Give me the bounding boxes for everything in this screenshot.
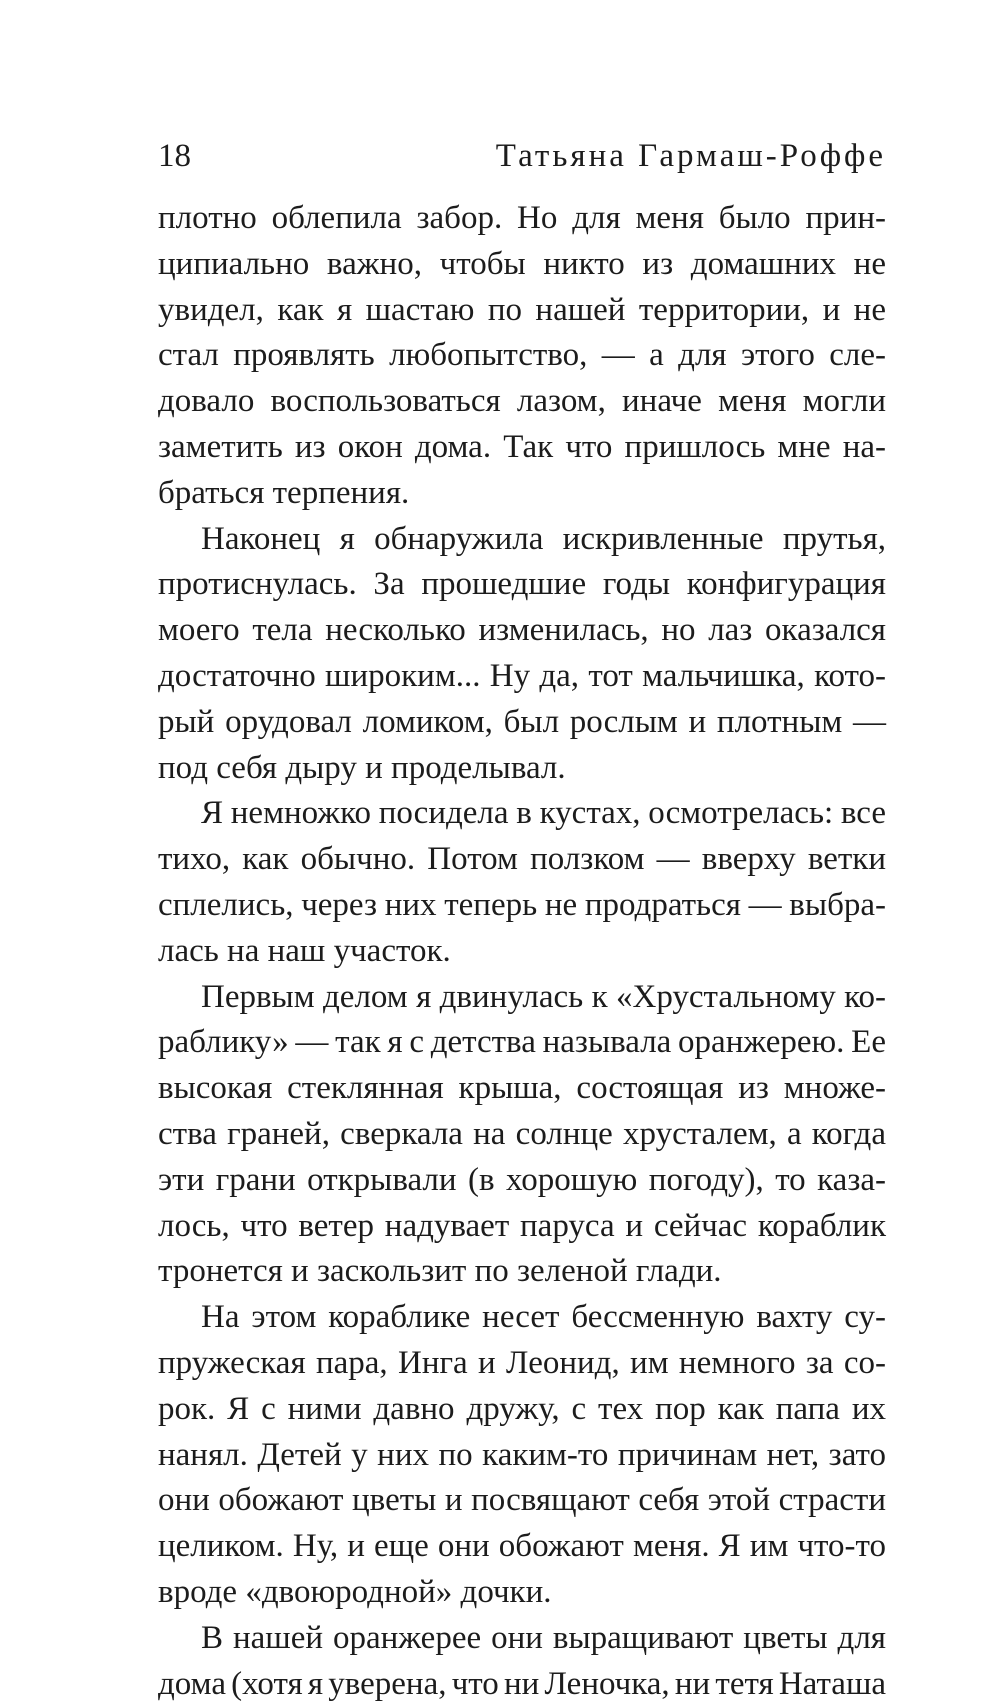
- text-line: тронется и заскользит по зеленой глади.: [158, 1249, 886, 1295]
- text-line: браться терпения.: [158, 471, 886, 517]
- running-head-author: Татьяна Гармаш-Роффе: [496, 134, 886, 178]
- page-number: 18: [158, 134, 191, 178]
- text-line: пружеская пара, Инга и Леонид, им немного за со-: [158, 1341, 886, 1387]
- text-line: под себя дыру и проделывал.: [158, 746, 886, 792]
- running-head: [158, 134, 886, 178]
- text-line: Первым делом я двинулась к «Хрустальному ко-: [158, 975, 886, 1021]
- text-line: вроде «двоюродной» дочки.: [158, 1570, 886, 1616]
- text-line: рый орудовал ломиком, был рослым и плотным —: [158, 700, 886, 746]
- text-line: протиснулась. За прошедшие годы конфигурация: [158, 562, 886, 608]
- text-line: нанял. Детей у них по каким-то причинам нет, зато: [158, 1433, 886, 1479]
- text-line: ства граней, сверкала на солнце хрусталем, а когда: [158, 1112, 886, 1158]
- text-line: рок. Я с ними давно дружу, с тех пор как папа их: [158, 1387, 886, 1433]
- text-line: моего тела несколько изменилась, но лаз оказался: [158, 608, 886, 654]
- text-line: достаточно широким... Ну да, тот мальчишка, кото-: [158, 654, 886, 700]
- text-line: довало воспользоваться лазом, иначе меня могли: [158, 379, 886, 425]
- text-line: Я немножко посидела в кустах, осмотрелась: все: [158, 791, 886, 837]
- text-line: сплелись, через них теперь не продраться — выбра-: [158, 883, 886, 929]
- text-line: они обожают цветы и посвящают себя этой страсти: [158, 1478, 886, 1524]
- text-line: целиком. Ну, и еще они обожают меня. Я им что-то: [158, 1524, 886, 1570]
- text-line: эти грани открывали (в хорошую погоду), то каза-: [158, 1158, 886, 1204]
- text-line: тихо, как обычно. Потом ползком — вверху ветки: [158, 837, 886, 883]
- text-line: увидел, как я шастаю по нашей территории, и не: [158, 288, 886, 334]
- text-line: стал проявлять любопытство, — а для этого сле-: [158, 333, 886, 379]
- text-line: плотно облепила забор. Но для меня было прин-: [158, 196, 886, 242]
- text-line: В нашей оранжерее они выращивают цветы для: [158, 1616, 886, 1662]
- text-line: лась на наш участок.: [158, 929, 886, 975]
- text-line: высокая стеклянная крыша, состоящая из множе-: [158, 1066, 886, 1112]
- text-line: раблику» — так я с детства называла оранжерею. Ее: [158, 1020, 886, 1066]
- text-line: Наконец я обнаружила искривленные прутья,: [158, 517, 886, 563]
- text-line: заметить из окон дома. Так что пришлось мне на-: [158, 425, 886, 471]
- text-line: ципиально важно, чтобы никто из домашних не: [158, 242, 886, 288]
- text-line: дома (хотя я уверена, что ни Леночка, ни тетя Наташа: [158, 1662, 886, 1707]
- text-line: лось, что ветер надувает паруса и сейчас кораблик: [158, 1204, 886, 1250]
- text-line: На этом кораблике несет бессменную вахту су-: [158, 1295, 886, 1341]
- body-text: [158, 196, 886, 1707]
